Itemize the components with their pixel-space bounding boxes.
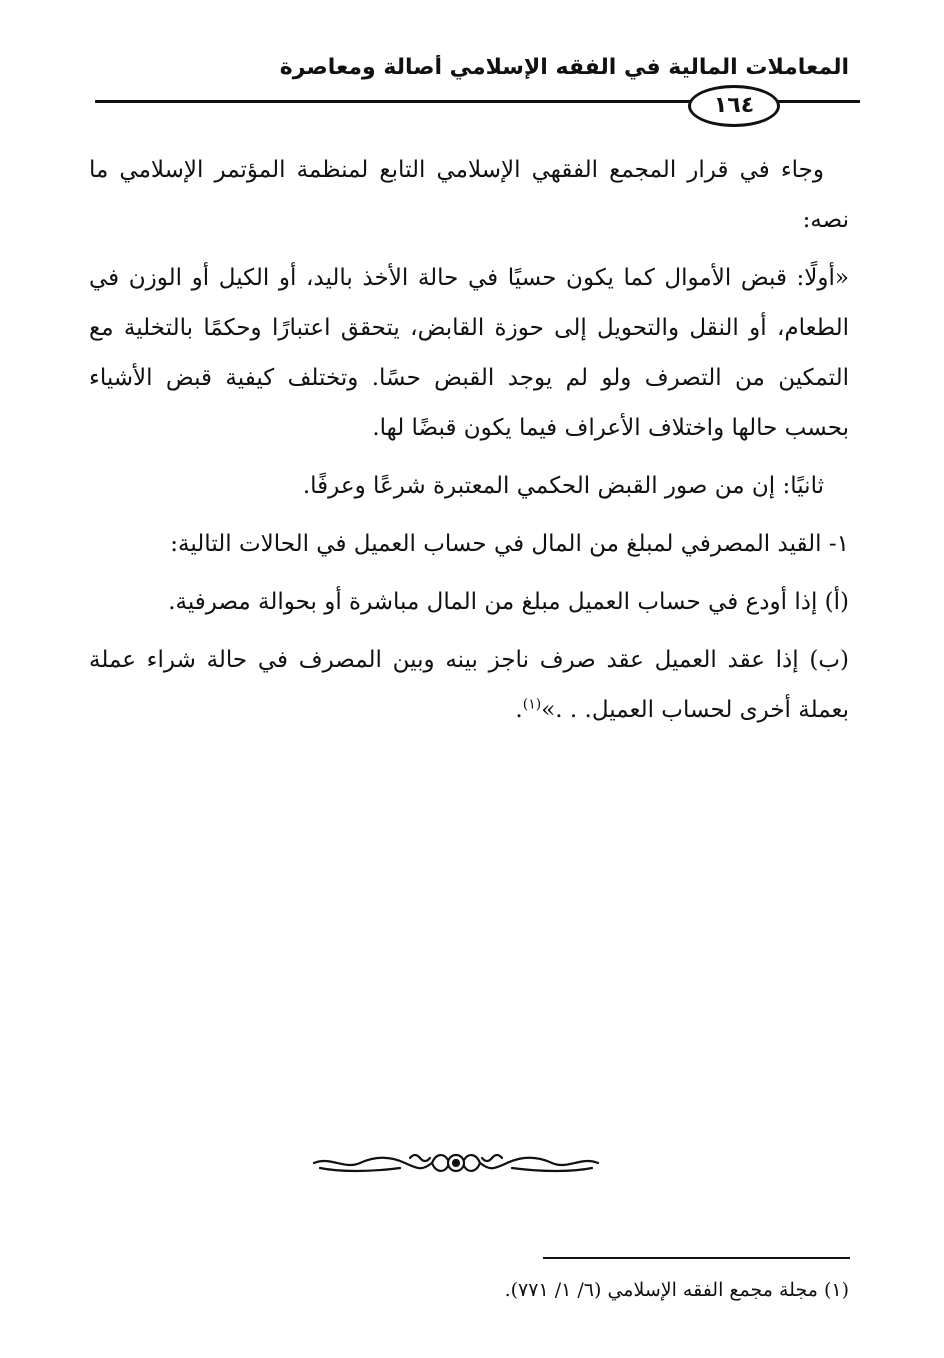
footnote-rule bbox=[543, 1257, 850, 1259]
paragraph-first-clause: «أولًا: قبض الأموال كما يكون حسيًا في حالة الأخذ باليد، أو الكيل أو الوزن في الطعام، أو النقل والتحويل إلى حوزة القابض، يتحقق اعتبارًا وحكمًا بالتخلية مع التمكين من التصرف ولو لم يوجد القبض حسًا. وتختلف كيفية قبض الأشياء بحسب حالها واختلاف الأعراف فيما يكون قبضًا لها. bbox=[89, 265, 849, 441]
paragraph-item-1: ١- القيد المصرفي لمبلغ من المال في حساب العميل في الحالات التالية: bbox=[170, 531, 849, 557]
ornament-divider-icon bbox=[310, 1148, 602, 1178]
footnote: (١) مجلة مجمع الفقه الإسلامي (٦/ ١/ ٧٧١). bbox=[504, 1279, 849, 1301]
page-number: ١٦٤ bbox=[688, 85, 780, 127]
paragraph-second-clause: ثانيًا: إن من صور القبض الحكمي المعتبرة شرعًا وعرفًا. bbox=[302, 473, 824, 499]
paragraph-item-b-text: (ب) إذا عقد العميل عقد صرف ناجز بينه وبين المصرف في حالة شراء عملة بعملة أخرى لحساب العميل. . .» bbox=[89, 647, 849, 723]
body-text bbox=[89, 145, 849, 743]
paragraph-item-b bbox=[89, 635, 849, 735]
paragraph-intro: وجاء في قرار المجمع الفقهي الإسلامي التابع لمنظمة المؤتمر الإسلامي ما نصه: bbox=[89, 157, 849, 233]
footnote-reference: (١) bbox=[522, 696, 542, 713]
paragraph-item-a: (أ) إذا أودع في حساب العميل مبلغ من المال مباشرة أو بحوالة مصرفية. bbox=[168, 589, 849, 615]
paragraph-item-b-end: . bbox=[515, 697, 523, 723]
running-title: المعاملات المالية في الفقه الإسلامي أصالة ومعاصرة bbox=[279, 55, 849, 80]
